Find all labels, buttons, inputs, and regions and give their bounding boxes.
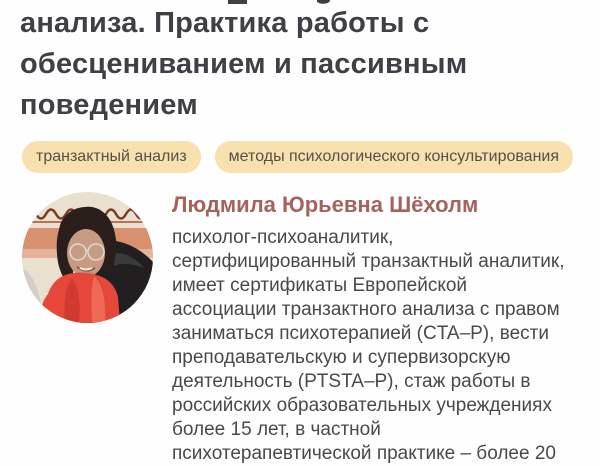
course-title-line: поведением — [20, 89, 198, 121]
tag-counseling-methods[interactable]: методы психологического консультирования — [215, 141, 573, 173]
course-title-line: обесцениванием и пассивным — [20, 48, 468, 80]
author-bio-line: деятельность (PTSTA–P), стаж работы в — [172, 371, 531, 392]
author-bio-line: психотерапевтической практике – более 20 — [172, 443, 556, 464]
author-bio-line: ассоциации транзактного анализа с правом — [172, 299, 560, 320]
portrait-photo-illustration — [22, 192, 153, 323]
course-title — [20, 3, 585, 126]
tag-list — [22, 141, 573, 173]
tag-transactional-analysis[interactable]: транзактный анализ — [22, 141, 201, 173]
author-photo — [22, 192, 153, 323]
author-bio-line: преподавательскую и супервизорскую — [172, 347, 511, 368]
course-title-line: анализа. Практика работы с — [20, 7, 430, 39]
author-bio-line: более 15 лет, в частной — [172, 419, 381, 440]
author-bio — [172, 226, 600, 466]
author-bio-line: имеет сертификаты Европейской — [172, 275, 468, 296]
author-bio-line: сертифицированный транзактный аналитик, — [172, 251, 565, 272]
author-bio-line: психолог-психоаналитик, — [172, 227, 394, 248]
author-bio-line: российских образовательных учреждениях — [172, 395, 552, 416]
author-name: Людмила Юрьевна Шёхолм — [172, 192, 479, 217]
author-bio-line: заниматься психотерапией (CTA–P), вести — [172, 323, 549, 344]
